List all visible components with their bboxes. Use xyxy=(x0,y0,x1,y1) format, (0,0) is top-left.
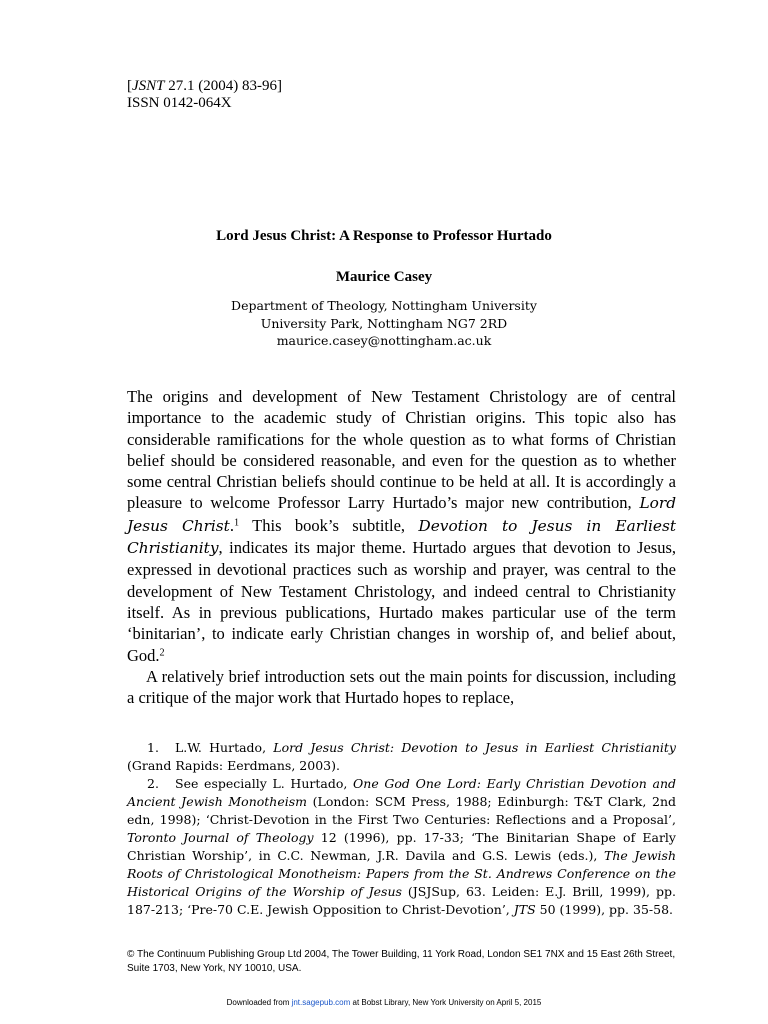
affiliation-department: Department of Theology, Nottingham University xyxy=(231,298,537,313)
copyright-notice: © The Continuum Publishing Group Ltd 2004, The Tower Building, 11 York Road, London SE1 7NX and 15 East 26th Street, Suite 1703, New York, NY 10010, USA. xyxy=(127,949,676,974)
footnote-ref-2[interactable]: 2 xyxy=(159,646,165,658)
author-affiliation xyxy=(0,297,768,350)
footnote-1: 1. L.W. Hurtado, Lord Jesus Christ: Devotion to Jesus in Earliest Christianity (Grand Rapids: Eerdmans, 2003). xyxy=(127,740,676,773)
paragraph: The origins and development of New Testament Christology are of central importance to the academic study of Christian origins. This topic also has considerable ramifications for the whole question as to what forms of Christian belief should be considered reasonable, and even for the question as to whether some central Christian beliefs should continue to be held at all. It is accordingly a pleasure to welcome Professor Larry Hurtado’s major new contribution, Lord Jesus Christ.$^1$ This book’s subtitle, Devotion to Jesus in Earliest Christianity, indicates its major theme. Hurtado argues that devotion to Jesus, expressed in devotional practices such as worship and prayer, was central to the development of New Testament Christology, and indeed central to Christianity itself. As in previous publications, Hurtado makes particular use of the term ‘binitarian’, to indicate early Christian changes in worship of, and belief about, God.$^2$ xyxy=(127,387,676,665)
affiliation-address: University Park, Nottingham NG7 2RD xyxy=(260,315,508,331)
article-title: Lord Jesus Christ: A Response to Professor Hurtado xyxy=(216,228,552,244)
journal-reference xyxy=(127,78,282,112)
journal-name: JSNT xyxy=(132,78,165,94)
footnote-number: 1. xyxy=(147,740,159,755)
book-subtitle: Devotion to Jesus in Earliest Christianity xyxy=(127,516,676,558)
footnote-2: 2. See especially L. Hurtado, One God One Lord: Early Christian Devotion and Ancient Jewish Monotheism (London: SCM Press, 1988; Edinburgh: T&T Clark, 2nd edn, 1998); ‘Christ-Devotion in the First Two Centuries: Reflections and a Proposal’, Toronto Journal of Theology 12 (1996), pp. 17-33; ‘The Binitarian Shape of Early Christian Worship’, in C.C. Newman, J.R. Davila and G.S. Lewis (eds.), The Jewish Roots of Christological Monotheism: Papers from the St. Andrews Conference on the Historical Origins of the Worship of Jesus (JSJSup, 63. Leiden: E.J. Brill, 1999), pp. 187-213; ‘Pre-70 C.E. Jewish Opposition to Christ-Devotion’, JTS 50 (1999), pp. 35-58. xyxy=(127,776,676,917)
footnote-number: 2. xyxy=(147,776,159,791)
footnotes xyxy=(127,739,676,919)
author-name: Maurice Casey xyxy=(335,269,433,285)
article-body xyxy=(127,386,676,708)
affiliation-email: maurice.casey@nottingham.ac.uk xyxy=(276,333,492,348)
journal-citation: [JSNT 27.1 (2004) 83-96] xyxy=(127,78,282,94)
book-title: Lord Jesus Christ xyxy=(127,494,676,535)
journal-link[interactable]: jnt.sagepub.com xyxy=(291,998,351,1007)
issn: ISSN 0142-064X xyxy=(127,95,232,111)
footnote-ref-1[interactable]: 1 xyxy=(233,517,240,529)
paragraph: A relatively brief introduction sets out the main points for discussion, including a critique of the major work that Hurtado hopes to replace, xyxy=(127,666,676,708)
download-notice: Downloaded from jnt.sagepub.com at Bobst Library, New York University on April 5, 2015 xyxy=(226,998,542,1007)
